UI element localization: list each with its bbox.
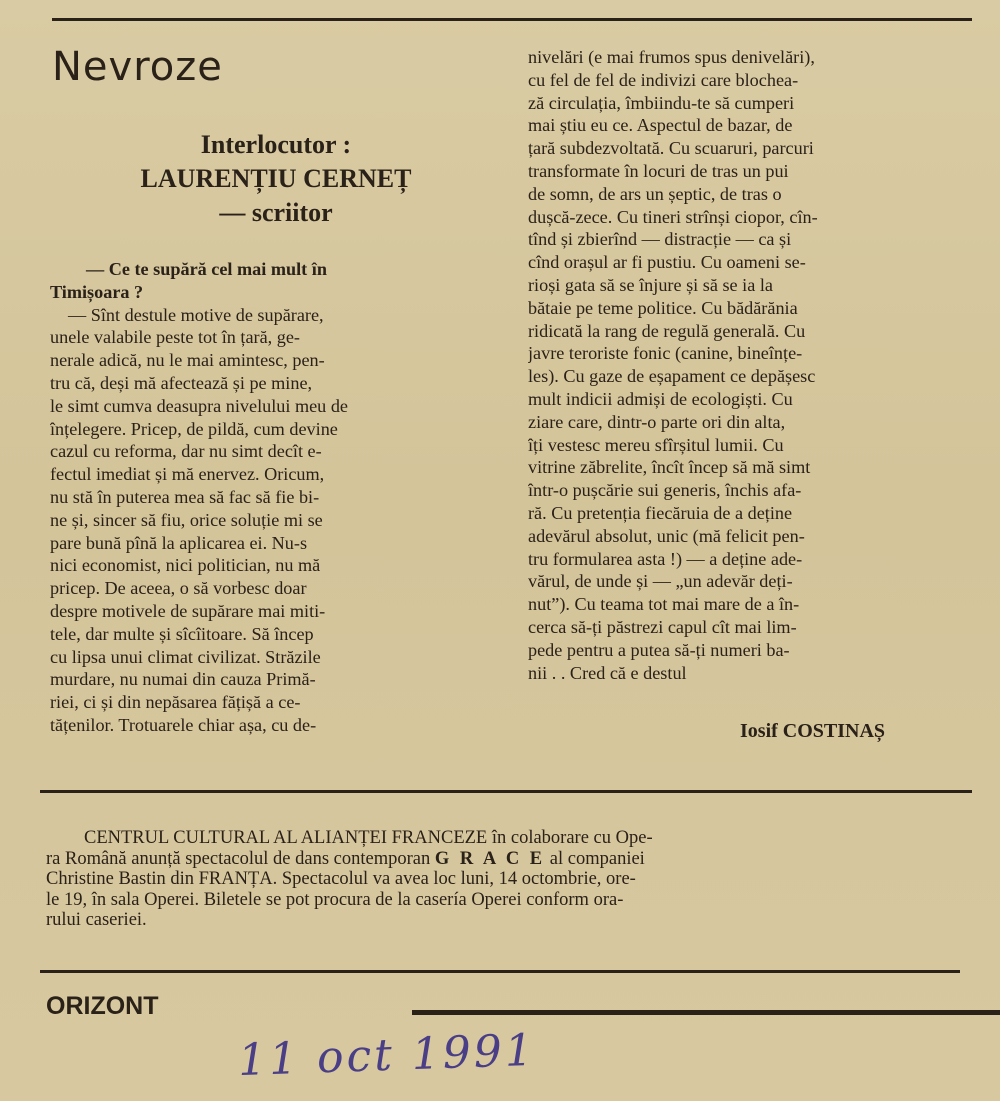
- text-line: de somn, de ars un șeptic, de tras o: [528, 183, 782, 204]
- text-line: tru formularea asta !) — a deține ade-: [528, 548, 803, 569]
- notice-line-2-start: ra Română anunță spectacolul de dans contemporan: [46, 848, 435, 869]
- masthead-top-rule: [40, 970, 960, 973]
- text-line: dușcă-zece. Cu tineri strînși ciopor, cîn-: [528, 206, 818, 227]
- text-line: despre motivele de supărare mai miti-: [50, 600, 326, 621]
- text-line: vărul, de unde și — „un adevăr deți-: [528, 571, 793, 592]
- text-line: pare bună pînă la aplicarea ei. Nu-s: [50, 532, 308, 553]
- text-line: nut”). Cu teama tot mai mare de a în-: [528, 594, 800, 615]
- subhead-interlocutor: Interlocutor :: [200, 130, 352, 159]
- article-title: Nevroze: [52, 44, 223, 90]
- text-line: nerale adică, nu le mai amintesc, pen-: [50, 350, 325, 371]
- interview-question: — Ce te supără cel mai mult în: [86, 259, 327, 279]
- text-line: bătaie pe teme politice. Cu bădărănia: [528, 297, 798, 318]
- subhead-role: — scriitor: [219, 198, 333, 227]
- middle-rule: [40, 790, 972, 793]
- text-line: javre teroriste fonic (canine, bineînțe-: [528, 343, 803, 364]
- text-line: le simt cumva deasupra nivelului meu de: [50, 395, 348, 416]
- text-line: înțelegere. Pricep, de pildă, cum devine: [50, 418, 338, 439]
- text-line: cerca să-ți păstrezi capul cît mai lim-: [528, 616, 797, 637]
- notice-line-5: rului caseriei.: [46, 910, 147, 930]
- text-line: mult indicii admiși de ecologiști. Cu: [528, 388, 793, 409]
- event-notice: [46, 828, 976, 931]
- notice-show-name: G R A C E: [434, 848, 546, 869]
- subhead-name: LAURENȚIU CERNEȚ: [140, 164, 412, 193]
- text-line: ridicată la rang de regulă generală. Cu: [528, 320, 806, 341]
- text-line: nici economist, nici politician, nu mă: [50, 555, 321, 576]
- text-line: rioși gata să se înjure și să se ia la: [528, 274, 773, 295]
- notice-line-1: CENTRUL CULTURAL AL ALIANȚEI FRANCEZE în colaborare cu Ope-: [84, 828, 653, 848]
- text-line: adevărul absolut, unic (mă felicit pen-: [528, 525, 805, 546]
- text-line: îți vestesc mereu sfîrșitul lumii. Cu: [528, 434, 784, 455]
- text-line: murdare, nu numai din cauza Primă-: [50, 669, 316, 690]
- top-rule: [52, 18, 972, 21]
- text-line: ră. Cu pretenția fiecăruia de a deține: [528, 502, 793, 523]
- notice-line-3: Christine Bastin din FRANȚA. Spectacolul va avea loc luni, 14 octombrie, ore-: [46, 869, 636, 889]
- text-line: cazul cu reforma, dar nu simt decît e-: [50, 441, 322, 462]
- article-left-column: [50, 258, 492, 737]
- notice-line-2: [46, 849, 976, 870]
- text-line: nii . . Cred că e destul: [528, 662, 687, 683]
- handwritten-date: 11 oct 1991: [237, 1024, 537, 1087]
- text-line: cu fel de fel de indivizi care blochea-: [528, 69, 799, 90]
- publication-masthead: ORIZONT: [46, 992, 159, 1020]
- text-line: fectul imediat și mă enervez. Oricum,: [50, 464, 325, 485]
- text-line: nu stă în puterea mea să fac să fie bi-: [50, 486, 320, 507]
- text-line: riei, ci și din nepăsarea fățișă a ce-: [50, 692, 301, 713]
- text-line: tru că, deși mă afectează și pe mine,: [50, 372, 313, 393]
- text-line: unele valabile peste tot în țară, ge-: [50, 327, 300, 348]
- text-line: tățenilor. Trotuarele chiar așa, cu de-: [50, 714, 317, 735]
- text-line: transformate în locuri de tras un pui: [528, 160, 789, 181]
- text-line: tînd și zbierînd — distracție — ca și: [528, 229, 792, 250]
- text-line: — Sînt destule motive de supărare,: [68, 304, 324, 325]
- article-right-column: [528, 46, 988, 684]
- text-line: ziare care, dintr-o parte ori din alta,: [528, 411, 786, 432]
- notice-line-4: le 19, în sala Operei. Biletele se pot procura de la casería Operei conform ora-: [46, 889, 624, 910]
- text-line: les). Cu gaze de eșapament ce depășesc: [528, 366, 816, 387]
- author-signature: Iosif COSTINAȘ: [740, 720, 886, 742]
- text-line: tele, dar multe și sîcîitoare. Să încep: [50, 623, 314, 644]
- text-line: vitrine zăbrelite, încît încep să mă simt: [528, 457, 811, 478]
- interview-question: Timișoara ?: [50, 281, 144, 302]
- notice-line-2-end: al companiei: [545, 848, 645, 869]
- masthead-side-rule: [412, 1010, 1000, 1015]
- text-line: pede pentru a putea să-ți numeri ba-: [528, 639, 790, 660]
- text-line: într-o pușcărie sui generis, închis afa-: [528, 480, 802, 501]
- interview-subhead: [60, 128, 492, 230]
- text-line: nivelări (e mai frumos spus denivelări),: [528, 47, 815, 67]
- text-line: cînd orașul ar fi pustiu. Cu oameni se-: [528, 252, 806, 273]
- text-line: țară subdezvoltată. Cu scuaruri, parcuri: [528, 138, 814, 159]
- text-line: ne și, sincer să fiu, orice soluție mi se: [50, 509, 323, 530]
- text-line: mai știu eu ce. Aspectul de bazar, de: [528, 115, 793, 136]
- text-line: cu lipsa unui climat civilizat. Străzile: [50, 646, 321, 667]
- text-line: ză circulația, îmbiindu-te să cumperi: [528, 92, 795, 113]
- text-line: pricep. De aceea, o să vorbesc doar: [50, 578, 307, 599]
